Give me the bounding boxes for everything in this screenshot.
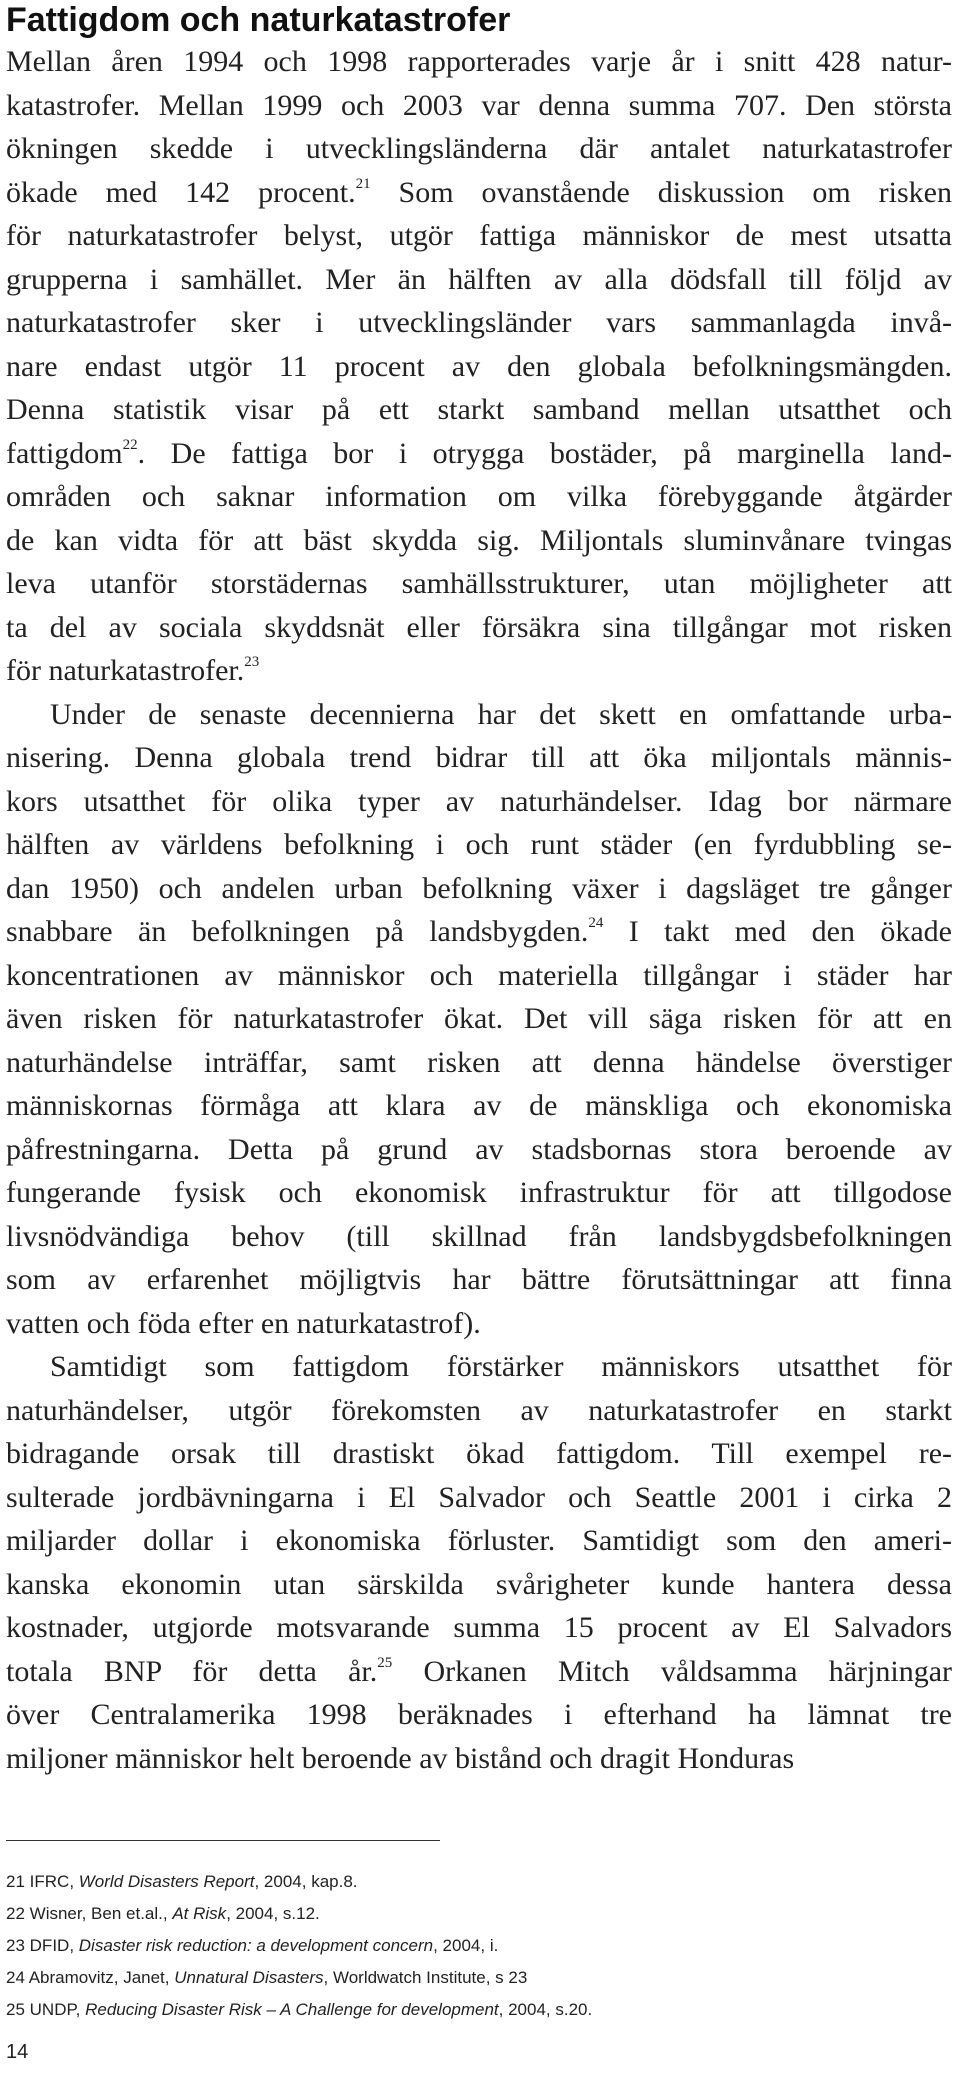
footnote-text: DFID, <box>29 1936 79 1955</box>
text-line: över Centralamerika 1998 beräknades i efterhand ha lämnat tre <box>6 1698 952 1731</box>
text-segment: I takt med den ökade <box>603 915 952 948</box>
text-line: naturhändelser, utgör förekomsten av naturkatastrofer en starkt <box>6 1393 952 1427</box>
text-line: hälften av världens befolkning i och runt städer (en fyrdubbling se- <box>6 828 952 861</box>
text-line: naturkatastrofer sker i utvecklingsländer vars sammanlagda invå- <box>6 306 952 339</box>
text-line: som av erfarenhet möjligtvis har bättre förutsättningar att finna <box>6 1263 952 1296</box>
text-line: Samtidigt som fattigdom förstärker människors utsatthet för <box>50 1350 952 1383</box>
text-segment: för naturkatastrofer. <box>6 654 245 687</box>
section-heading: Fattigdom och naturkatastrofer <box>6 1 511 39</box>
footnote-25 <box>6 1994 946 2026</box>
footnote-title: World Disasters Report <box>78 1872 255 1891</box>
body-text <box>6 40 952 1780</box>
footnote-title: Unnatural Disasters <box>174 1968 324 1987</box>
text-line: grupperna i samhället. Mer än hälften av alla dödsfall till följd av <box>6 262 952 296</box>
text-line: Mellan åren 1994 och 1998 rapporterades varje år i snitt 428 natur- <box>6 45 952 78</box>
footnote-title: Reducing Disaster Risk – A Challenge for development <box>85 2000 499 2019</box>
footnote-22 <box>6 1898 946 1930</box>
footnote-ref-25: 25 <box>377 1654 393 1671</box>
text-line: koncentrationen av människor och materiella tillgångar i städer har <box>6 958 952 992</box>
footnote-text: IFRC, <box>29 1872 79 1891</box>
text-line: ta del av sociala skyddsnät eller försäkra sina tillgångar mot risken <box>6 610 952 644</box>
text-line: även risken för naturkatastrofer ökat. Det vill säga risken för att en <box>6 1002 952 1035</box>
paragraph-3 <box>6 1345 952 1780</box>
text-line: dan 1950) och andelen urban befolkning växer i dagsläget tre gånger <box>6 871 952 905</box>
text-line: katastrofer. Mellan 1999 och 2003 var denna summa 707. Den största <box>6 88 952 122</box>
text-line: ökningen skedde i utvecklingsländerna där antalet naturkatastrofer <box>6 132 952 165</box>
text-line: nare endast utgör 11 procent av den globala befolkningsmängden. <box>6 349 952 383</box>
text-line: miljarder dollar i ekonomiska förluster. Samtidigt som den ameri- <box>6 1524 952 1557</box>
text-segment: fattigdom <box>6 436 123 470</box>
footnote-number: 24 <box>6 1968 25 1987</box>
footnote-number: 23 <box>6 1936 25 1955</box>
text-line: vatten och föda efter en naturkatastrof). <box>6 1306 481 1340</box>
footnote-ref-24: 24 <box>588 915 604 931</box>
text-line <box>6 1650 952 1694</box>
footnote-24 <box>6 1962 946 1994</box>
footnote-ref-21: 21 <box>355 175 371 192</box>
footnote-divider <box>6 1840 440 1841</box>
text-line: nisering. Denna globala trend bidrar till att öka miljontals männis- <box>6 741 952 774</box>
footnotes <box>6 1866 946 2026</box>
footnote-ref-22: 22 <box>122 436 138 453</box>
text-line: Under de senaste decennierna har det skett en omfattande urba- <box>50 697 952 731</box>
footnote-number: 22 <box>6 1904 25 1923</box>
footnote-title: At Risk <box>172 1904 227 1923</box>
footnote-title: Disaster risk reduction: a development concern <box>78 1936 434 1955</box>
footnote-text: , 2004, kap.8. <box>254 1872 358 1891</box>
text-line: kors utsatthet för olika typer av naturhändelser. Idag bor närmare <box>6 784 952 818</box>
text-segment: Orkanen Mitch våldsamma härjningar <box>392 1654 952 1688</box>
text-line: bidragande orsak till drastiskt ökad fattigdom. Till exempel re- <box>6 1437 952 1470</box>
text-segment: totala BNP för detta år. <box>6 1654 378 1688</box>
text-line <box>6 910 952 954</box>
footnote-text: UNDP, <box>29 2000 86 2019</box>
page-number: 14 <box>6 2041 29 2063</box>
text-line: naturhändelse inträffar, samt risken att denna händelse överstiger <box>6 1045 952 1079</box>
text-line: människornas förmåga att klara av de mänskliga och ekonomiska <box>6 1089 952 1122</box>
text-segment: Som ovanstående diskussion om risken <box>370 175 952 209</box>
text-line <box>6 649 952 693</box>
footnote-21 <box>6 1866 946 1898</box>
footnote-text: Abramovitz, Janet, <box>28 1968 175 1987</box>
text-line: fungerande fysisk och ekonomisk infrastruktur för att tillgodose <box>6 1176 952 1209</box>
footnote-text: , Worldwatch Institute, s 23 <box>323 1968 528 1987</box>
text-line: Denna statistik visar på ett starkt samband mellan utsatthet och <box>6 393 952 426</box>
text-line: sulterade jordbävningarna i El Salvador och Seattle 2001 i cirka 2 <box>6 1480 952 1514</box>
footnote-text: Wisner, Ben et.al., <box>29 1904 173 1923</box>
text-line: de kan vidta för att bäst skydda sig. Miljontals sluminvånare tvingas <box>6 523 952 557</box>
footnote-ref-23: 23 <box>244 654 260 670</box>
footnote-number: 25 <box>6 2000 25 2019</box>
text-line <box>6 171 952 215</box>
text-line: livsnödvändiga behov (till skillnad från landsbygdsbefolkningen <box>6 1219 952 1253</box>
text-segment: . De fattiga bor i otrygga bostäder, på marginella land- <box>137 436 952 470</box>
text-segment: snabbare än befolkningen på landsbygden. <box>6 915 589 948</box>
text-line <box>6 432 952 476</box>
paragraph-2 <box>6 693 952 1346</box>
text-line: för naturkatastrofer belyst, utgör fattiga människor de mest utsatta <box>6 219 952 252</box>
text-segment: ökade med 142 procent. <box>6 175 356 209</box>
footnote-text: , 2004, s.12. <box>226 1904 320 1923</box>
text-line: områden och saknar information om vilka förebyggande åtgärder <box>6 480 952 513</box>
text-line: leva utanför storstädernas samhällsstrukturer, utan möjligheter att <box>6 567 952 600</box>
text-line: kostnader, utgjorde motsvarande summa 15 procent av El Salvadors <box>6 1611 952 1644</box>
footnote-23 <box>6 1930 946 1962</box>
text-line: påfrestningarna. Detta på grund av stadsbornas stora beroende av <box>6 1132 952 1166</box>
text-line: miljoner människor helt beroende av bistånd och dragit Honduras <box>6 1741 795 1775</box>
footnote-text: , 2004, i. <box>433 1936 499 1955</box>
footnote-text: , 2004, s.20. <box>498 2000 593 2019</box>
footnote-number: 21 <box>6 1872 25 1891</box>
paragraph-1 <box>6 40 952 693</box>
text-line: kanska ekonomin utan särskilda svårigheter kunde hantera dessa <box>6 1567 952 1601</box>
